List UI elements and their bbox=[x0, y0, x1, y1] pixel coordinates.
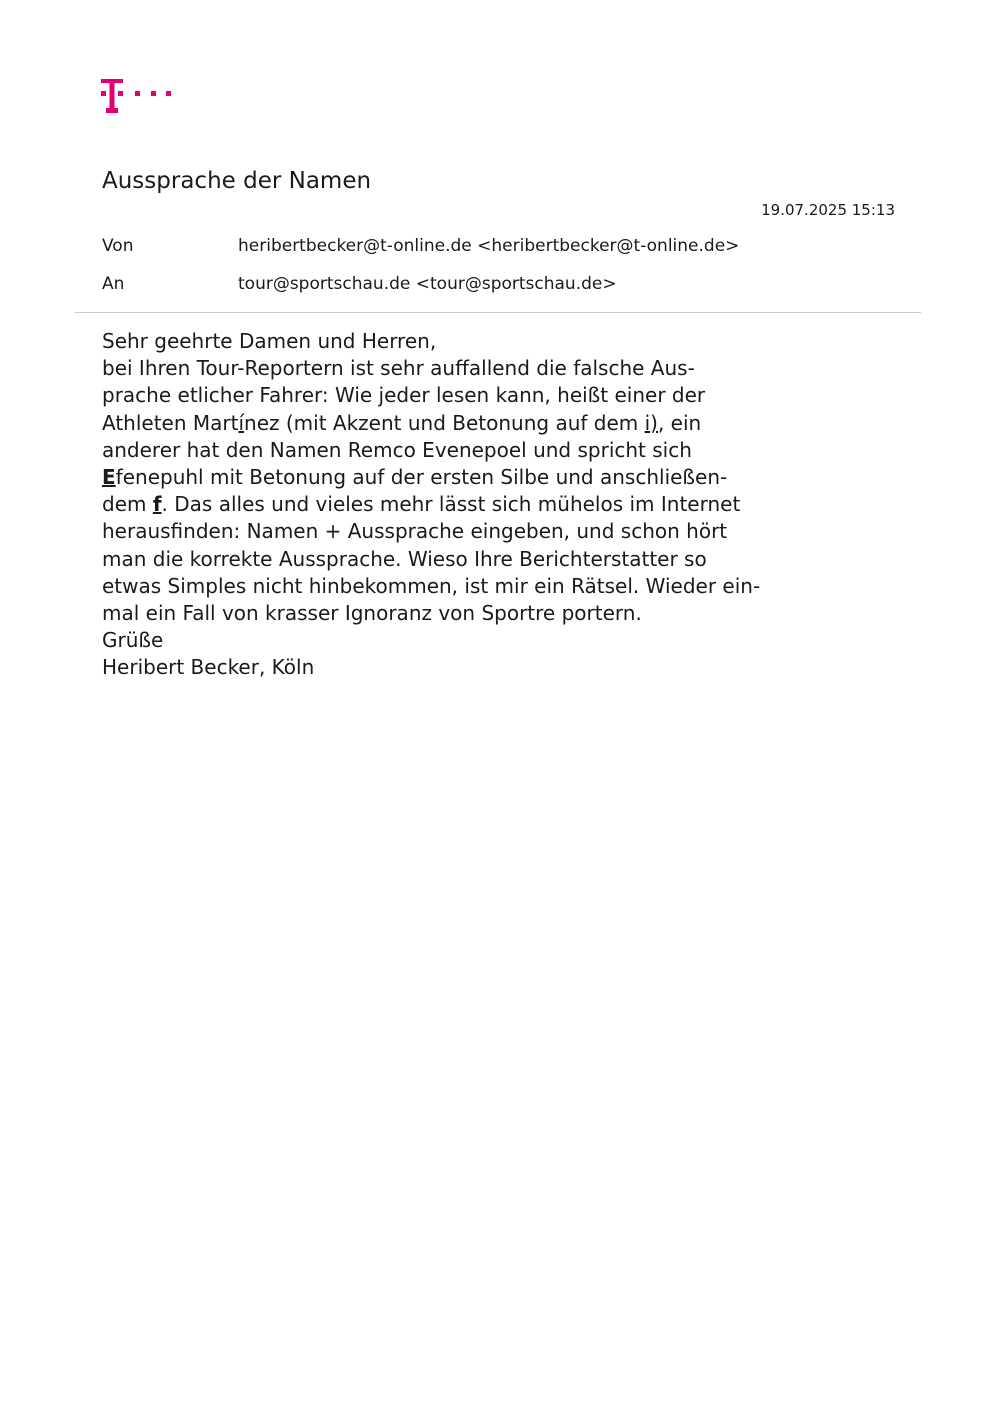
header-divider bbox=[75, 312, 921, 313]
to-value: tour@sportschau.de <tour@sportschau.de> bbox=[238, 274, 617, 294]
signature-line: Heribert Becker, Köln bbox=[102, 655, 315, 680]
body-line: Sehr geehrte Damen und Herren, bbox=[102, 329, 437, 353]
to-label: An bbox=[102, 274, 125, 294]
body-text-span: Athleten Mart bbox=[102, 410, 239, 435]
body-line bbox=[102, 491, 762, 518]
body-line: prache etlicher Fahrer: Wie jeder lesen kann, heißt einer der bbox=[102, 383, 706, 408]
body-text-span: fenepuhl mit Betonung auf der ersten Silbe und anschließen- bbox=[115, 465, 728, 490]
from-value: heribertbecker@t-online.de <heribertbecker@t-online.de> bbox=[238, 236, 740, 256]
email-body bbox=[102, 328, 762, 682]
body-line bbox=[102, 464, 762, 491]
body-line bbox=[102, 410, 762, 437]
body-line: herausfinden: Namen + Aussprache eingeben, und schon hört bbox=[102, 519, 728, 544]
body-line: mal ein Fall von krasser Ignoranz von Sportre portern. bbox=[102, 601, 642, 626]
bold-underlined-e: E bbox=[102, 465, 116, 490]
body-text-span: nez (mit Akzent und Betonung auf dem bbox=[244, 410, 645, 435]
underlined-accent: í bbox=[238, 410, 245, 435]
body-line: man die korrekte Aussprache. Wieso Ihre Berichterstatter so bbox=[102, 546, 707, 571]
underlined-i: i) bbox=[644, 410, 658, 435]
from-label: Von bbox=[102, 236, 134, 256]
email-subject: Aussprache der Namen bbox=[102, 168, 372, 194]
body-text-span: , ein bbox=[657, 410, 702, 435]
body-line: bei Ihren Tour-Reportern ist sehr auffallend die falsche Aus- bbox=[102, 356, 695, 381]
body-text-span: dem bbox=[102, 492, 153, 517]
email-datetime: 19.07.2025 15:13 bbox=[761, 201, 895, 219]
telekom-t-logo-icon bbox=[101, 79, 173, 113]
bold-underlined-f: f bbox=[152, 492, 162, 517]
body-line: etwas Simples nicht hinbekommen, ist mir ein Rätsel. Wieder ein- bbox=[102, 573, 761, 598]
body-text-span: . Das alles und vieles mehr lässt sich mühelos im Internet bbox=[161, 492, 741, 517]
closing-line: Grüße bbox=[102, 628, 164, 653]
body-line: anderer hat den Namen Remco Evenepoel und spricht sich bbox=[102, 437, 692, 462]
